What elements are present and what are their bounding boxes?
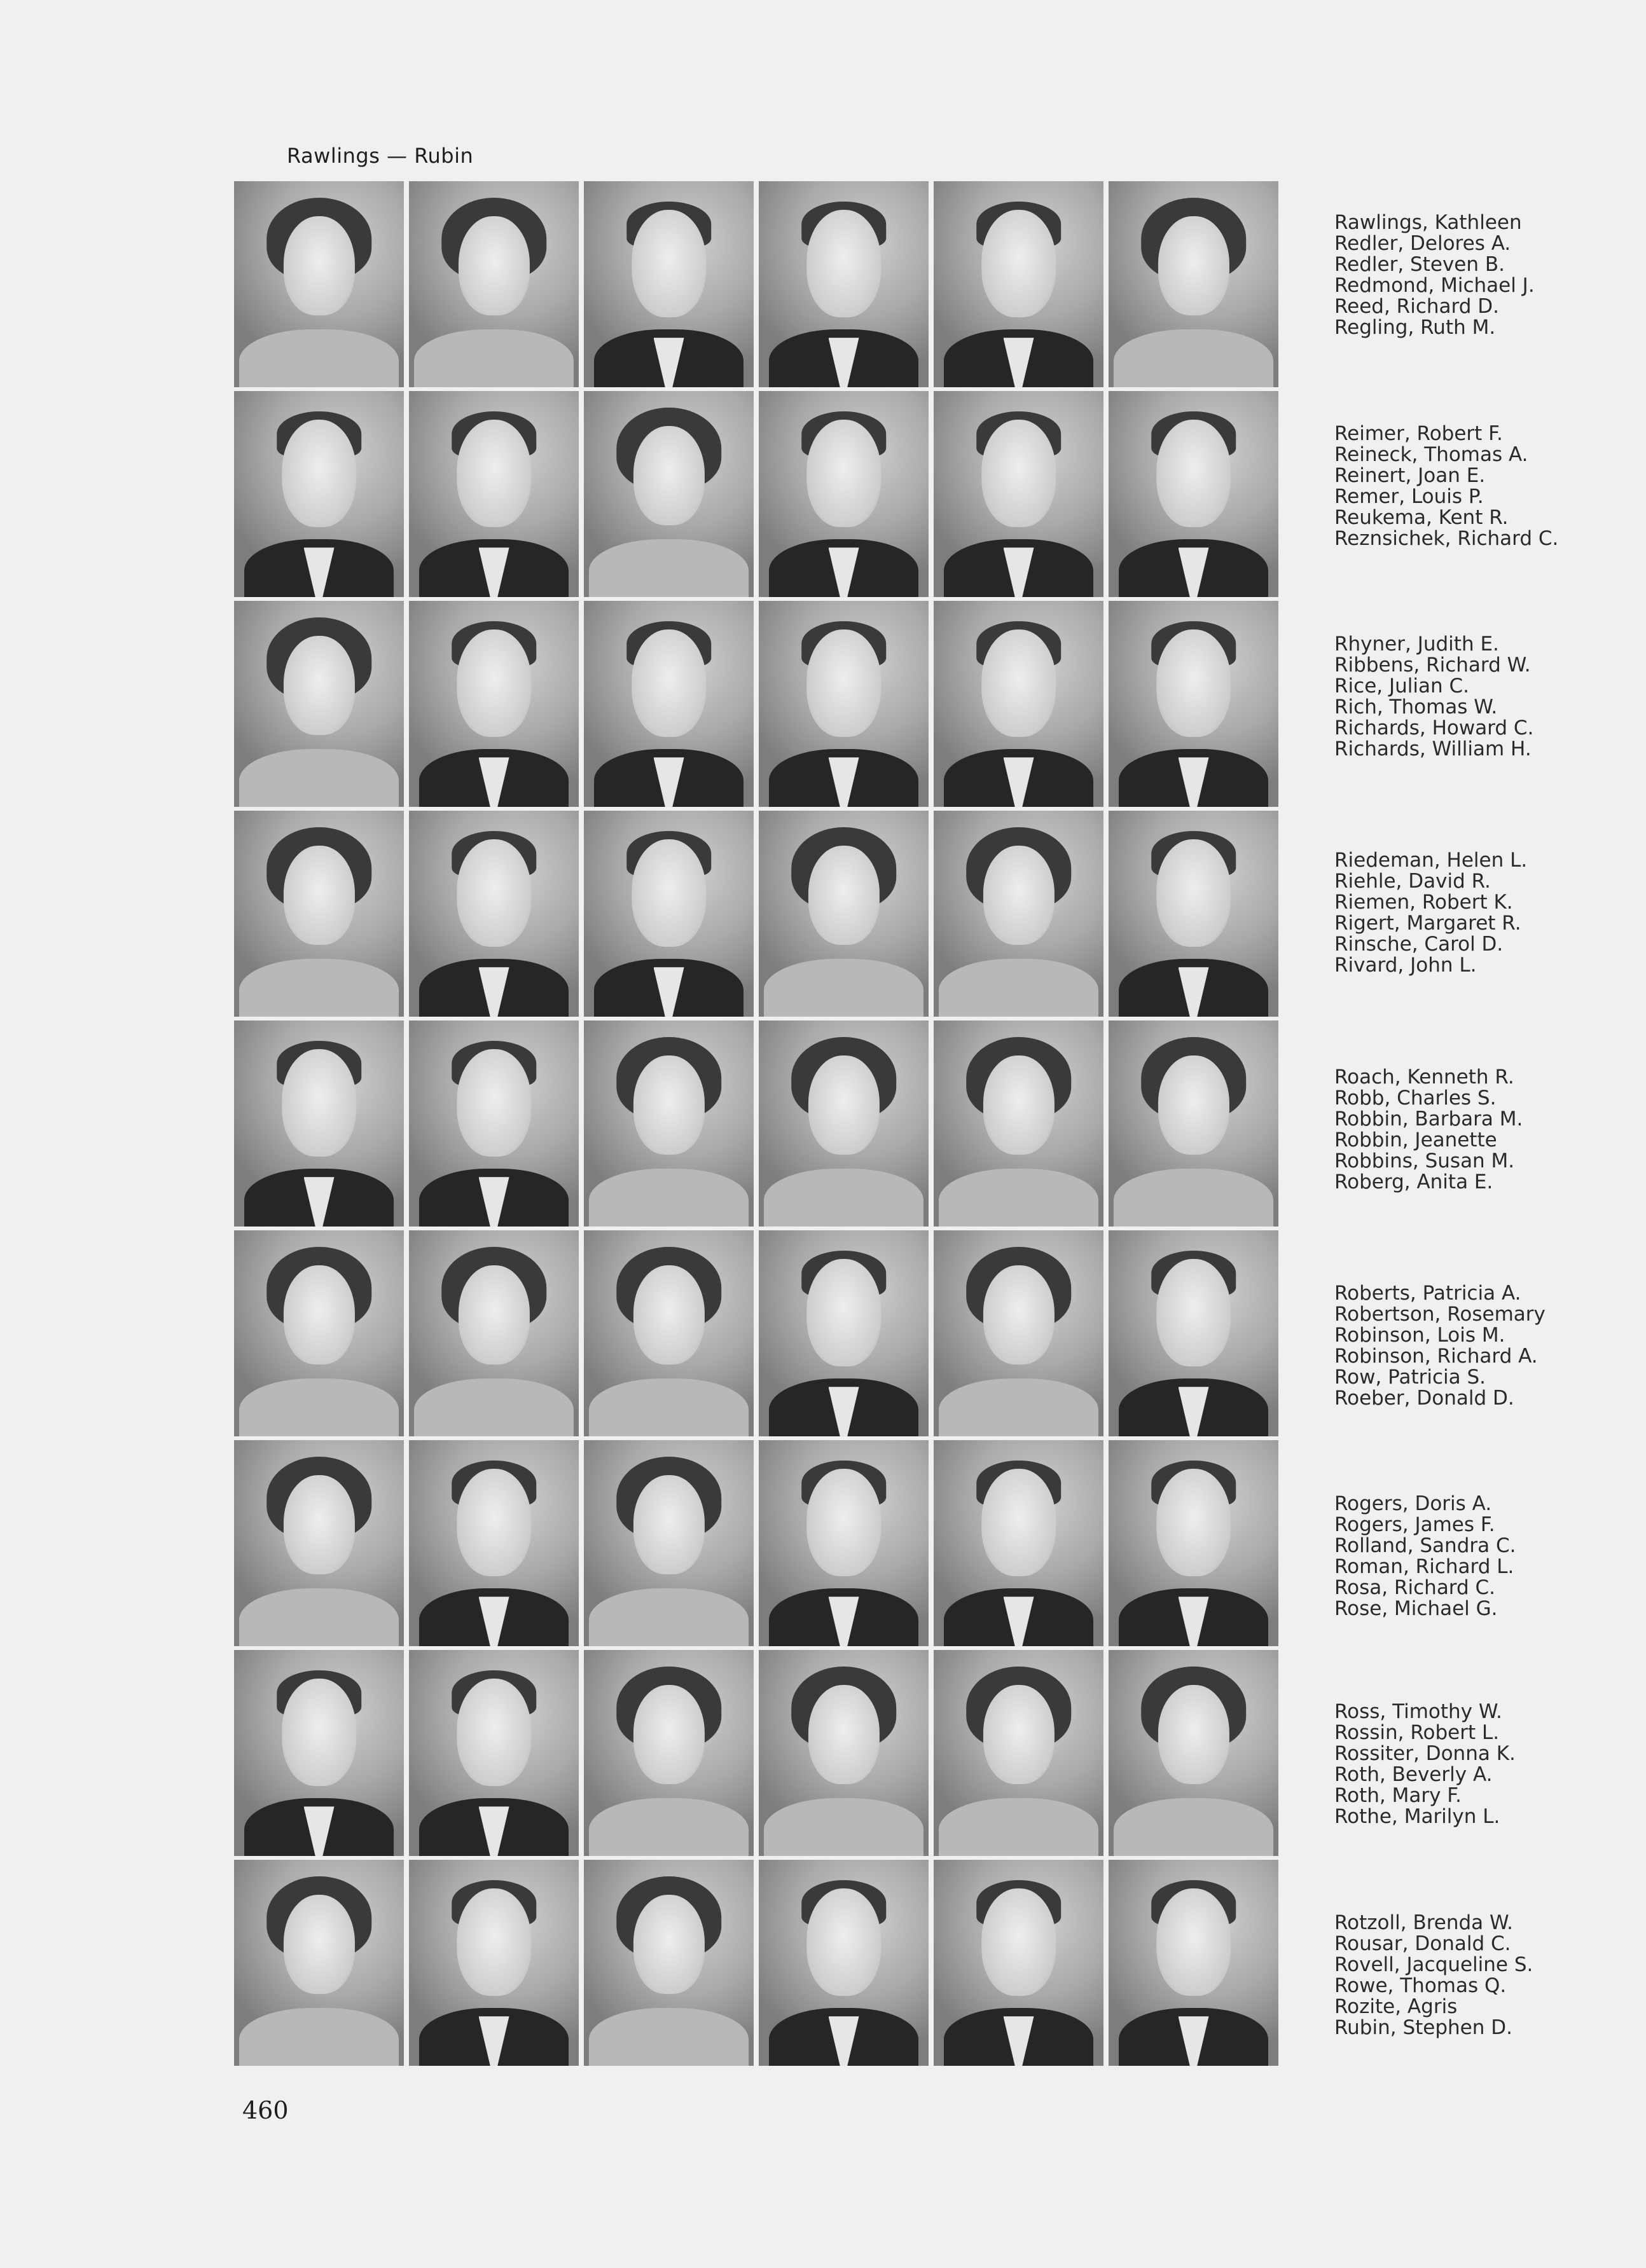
portrait-photo — [1109, 1650, 1278, 1856]
row-name-list — [1334, 1913, 1533, 2038]
portrait-photo — [934, 1440, 1103, 1646]
student-name: Roberg, Anita E. — [1334, 1171, 1493, 1193]
student-name: Redler, Delores A. — [1334, 232, 1511, 255]
portrait-photo — [1109, 811, 1278, 1017]
student-name: Rhyner, Judith E. — [1334, 633, 1499, 656]
portrait-photo — [759, 1650, 929, 1856]
student-name: Reukema, Kent R. — [1334, 506, 1509, 529]
portrait-photo — [759, 1021, 929, 1227]
running-head: Rawlings — Rubin — [287, 144, 474, 168]
student-name: Robbin, Jeanette — [1334, 1129, 1497, 1151]
portrait-photo — [234, 811, 404, 1017]
portrait-photo — [234, 1230, 404, 1436]
student-name: Reineck, Thomas A. — [1334, 443, 1528, 466]
student-name: Riedeman, Helen L. — [1334, 849, 1528, 872]
portrait-photo — [1109, 1860, 1278, 2066]
student-name: Rawlings, Kathleen — [1334, 211, 1522, 234]
student-name: Robbins, Susan M. — [1334, 1150, 1515, 1172]
row-name-list — [1334, 1283, 1546, 1409]
student-name: Regling, Ruth M. — [1334, 316, 1496, 339]
student-name: Rolland, Sandra C. — [1334, 1534, 1516, 1557]
student-name: Robinson, Lois M. — [1334, 1324, 1505, 1347]
student-name: Robb, Charles S. — [1334, 1087, 1497, 1110]
student-name: Rossin, Robert L. — [1334, 1721, 1500, 1744]
portrait-grid — [234, 181, 1278, 2066]
portrait-photo — [934, 1860, 1103, 2066]
portrait-photo — [584, 1021, 754, 1227]
student-name: Rotzoll, Brenda W. — [1334, 1911, 1513, 1934]
student-name: Remer, Louis P. — [1334, 485, 1484, 508]
portrait-photo — [759, 811, 929, 1017]
student-name: Reinert, Joan E. — [1334, 464, 1486, 487]
portrait-photo — [1109, 601, 1278, 807]
student-name: Rogers, James F. — [1334, 1513, 1495, 1536]
portrait-photo — [409, 1021, 579, 1227]
student-name: Robertson, Rosemary — [1334, 1303, 1546, 1326]
student-name: Rose, Michael G. — [1334, 1597, 1498, 1620]
student-name: Reimer, Robert F. — [1334, 422, 1503, 445]
portrait-photo — [759, 601, 929, 807]
student-name: Roth, Mary F. — [1334, 1784, 1462, 1807]
portrait-photo — [584, 601, 754, 807]
portrait-photo — [934, 181, 1103, 387]
row-name-list — [1334, 212, 1535, 338]
portrait-photo — [409, 1650, 579, 1856]
student-name: Rossiter, Donna K. — [1334, 1742, 1516, 1765]
portrait-photo — [234, 1650, 404, 1856]
student-name: Roth, Beverly A. — [1334, 1763, 1493, 1786]
student-name: Richards, Howard C. — [1334, 717, 1534, 739]
portrait-photo — [409, 601, 579, 807]
portrait-photo — [934, 601, 1103, 807]
student-name: Rosa, Richard C. — [1334, 1576, 1496, 1599]
portrait-photo — [409, 811, 579, 1017]
row-name-list — [1334, 423, 1558, 549]
row-name-list — [1334, 634, 1533, 760]
portrait-photo — [409, 391, 579, 597]
portrait-photo — [934, 1650, 1103, 1856]
portrait-photo — [759, 1230, 929, 1436]
student-name: Rubin, Stephen D. — [1334, 2016, 1512, 2039]
student-name: Roman, Richard L. — [1334, 1555, 1514, 1578]
portrait-photo — [934, 391, 1103, 597]
row-name-list — [1334, 1701, 1516, 1827]
student-name: Riemen, Robert K. — [1334, 891, 1513, 914]
row-name-list — [1334, 1067, 1523, 1193]
student-name: Ribbens, Richard W. — [1334, 654, 1531, 677]
portrait-photo — [584, 1440, 754, 1646]
student-name: Ross, Timothy W. — [1334, 1700, 1502, 1723]
portrait-photo — [234, 391, 404, 597]
portrait-photo — [584, 1650, 754, 1856]
student-name: Redmond, Michael J. — [1334, 274, 1535, 297]
portrait-photo — [584, 1230, 754, 1436]
portrait-photo — [934, 1230, 1103, 1436]
student-name: Redler, Steven B. — [1334, 253, 1505, 276]
portrait-photo — [234, 1021, 404, 1227]
portrait-photo — [1109, 1440, 1278, 1646]
student-name: Rothe, Marilyn L. — [1334, 1805, 1500, 1828]
portrait-photo — [759, 181, 929, 387]
portrait-photo — [1109, 1021, 1278, 1227]
portrait-photo — [584, 1860, 754, 2066]
portrait-photo — [409, 181, 579, 387]
portrait-photo — [584, 181, 754, 387]
student-name: Rich, Thomas W. — [1334, 696, 1498, 718]
student-name: Roberts, Patricia A. — [1334, 1282, 1521, 1305]
page-number: 460 — [242, 2096, 289, 2124]
portrait-photo — [409, 1860, 579, 2066]
student-name: Rozite, Agris — [1334, 1995, 1458, 2018]
student-name: Rowe, Thomas Q. — [1334, 1974, 1507, 1997]
portrait-photo — [1109, 1230, 1278, 1436]
portrait-photo — [934, 1021, 1103, 1227]
student-name: Reed, Richard D. — [1334, 295, 1499, 318]
student-name: Robbin, Barbara M. — [1334, 1108, 1523, 1131]
portrait-photo — [759, 391, 929, 597]
portrait-photo — [584, 391, 754, 597]
student-name: Row, Patricia S. — [1334, 1366, 1486, 1389]
student-name: Riehle, David R. — [1334, 870, 1491, 893]
portrait-photo — [934, 811, 1103, 1017]
portrait-photo — [409, 1230, 579, 1436]
student-name: Rivard, John L. — [1334, 954, 1477, 977]
student-name: Rice, Julian C. — [1334, 675, 1469, 698]
student-name: Rigert, Margaret R. — [1334, 912, 1521, 935]
portrait-photo — [409, 1440, 579, 1646]
student-name: Robinson, Richard A. — [1334, 1345, 1538, 1368]
row-name-list — [1334, 1494, 1516, 1619]
student-name: Rogers, Doris A. — [1334, 1492, 1492, 1515]
student-name: Rinsche, Carol D. — [1334, 933, 1504, 956]
portrait-photo — [759, 1860, 929, 2066]
portrait-photo — [234, 601, 404, 807]
student-name: Roeber, Donald D. — [1334, 1387, 1514, 1410]
portrait-photo — [234, 1860, 404, 2066]
portrait-photo — [1109, 181, 1278, 387]
student-name: Richards, William H. — [1334, 738, 1532, 760]
portrait-photo — [1109, 391, 1278, 597]
student-name: Rousar, Donald C. — [1334, 1932, 1511, 1955]
portrait-photo — [759, 1440, 929, 1646]
portrait-photo — [234, 181, 404, 387]
row-name-list — [1334, 850, 1527, 976]
portrait-photo — [234, 1440, 404, 1646]
student-name: Roach, Kenneth R. — [1334, 1066, 1514, 1089]
portrait-photo — [584, 811, 754, 1017]
student-name: Reznsichek, Richard C. — [1334, 527, 1559, 550]
student-name: Rovell, Jacqueline S. — [1334, 1953, 1533, 1976]
